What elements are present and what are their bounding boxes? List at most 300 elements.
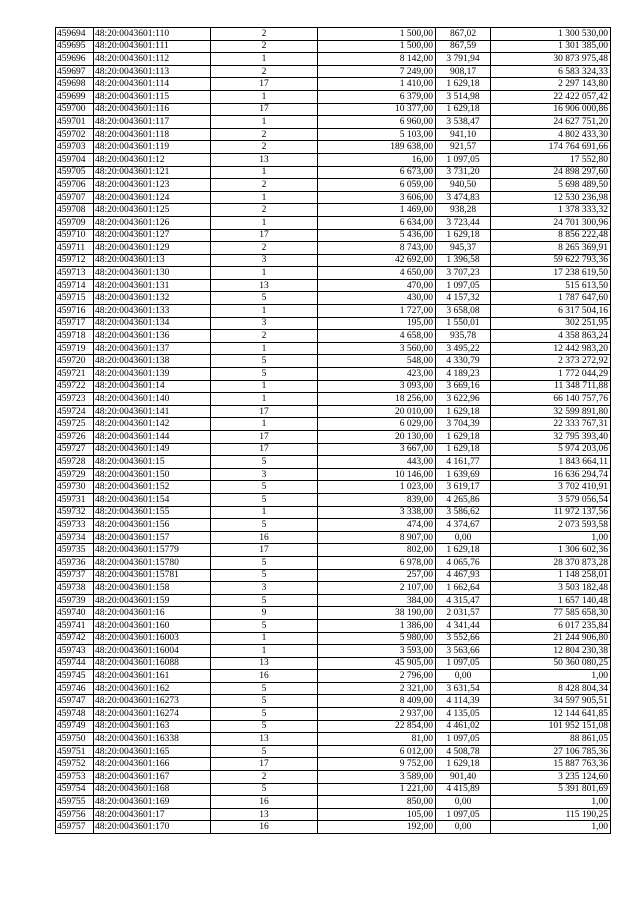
table-row: [56, 166, 611, 179]
cadastral-value-cell: 1,00: [491, 531, 611, 544]
table-row: [56, 771, 611, 784]
table-row: [56, 330, 611, 343]
rate-cell: 0,00: [436, 796, 491, 809]
cadastral-number-cell: 48:20:0043601:136: [94, 330, 211, 343]
row-id-cell: 459698: [56, 78, 94, 91]
cadastral-value-cell: 2 297 143,80: [491, 78, 611, 91]
row-id-cell: 459700: [56, 103, 94, 116]
category-cell: 17: [211, 229, 318, 242]
category-cell: 5: [211, 783, 318, 796]
rate-cell: 1 629,18: [436, 405, 491, 418]
row-id-cell: 459736: [56, 556, 94, 569]
table-row: [56, 103, 611, 116]
row-id-cell: 459718: [56, 330, 94, 343]
table-row: [56, 796, 611, 809]
category-cell: 17: [211, 443, 318, 456]
cadastral-value-cell: 2 373 272,92: [491, 355, 611, 368]
row-id-cell: 459732: [56, 506, 94, 519]
category-cell: 5: [211, 556, 318, 569]
area-cell: 45 905,00: [318, 657, 436, 670]
rate-cell: 3 723,44: [436, 216, 491, 229]
row-id-cell: 459744: [56, 657, 94, 670]
area-cell: 8 743,00: [318, 242, 436, 255]
table-row: [56, 342, 611, 355]
cadastral-number-cell: 48:20:0043601:168: [94, 783, 211, 796]
row-id-cell: 459721: [56, 368, 94, 381]
area-cell: 5 436,00: [318, 229, 436, 242]
category-cell: 1: [211, 116, 318, 129]
row-id-cell: 459707: [56, 191, 94, 204]
rate-cell: 1 097,05: [436, 153, 491, 166]
table-row: [56, 418, 611, 431]
row-id-cell: 459751: [56, 745, 94, 758]
cadastral-value-cell: 174 764 691,66: [491, 141, 611, 154]
area-cell: 8 907,00: [318, 531, 436, 544]
cadastral-value-cell: 2 073 593,58: [491, 519, 611, 532]
row-id-cell: 459695: [56, 40, 94, 53]
rate-cell: 1 662,64: [436, 582, 491, 595]
category-cell: 5: [211, 745, 318, 758]
area-cell: 42 692,00: [318, 254, 436, 267]
area-cell: 6 978,00: [318, 556, 436, 569]
row-id-cell: 459727: [56, 443, 94, 456]
table-row: [56, 481, 611, 494]
category-cell: 2: [211, 771, 318, 784]
cadastral-value-cell: 12 530 236,98: [491, 191, 611, 204]
area-cell: 38 190,00: [318, 607, 436, 620]
table-row: [56, 405, 611, 418]
cadastral-value-cell: 50 360 080,25: [491, 657, 611, 670]
table-row: [56, 267, 611, 280]
area-cell: 3 338,00: [318, 506, 436, 519]
cadastral-number-cell: 48:20:0043601:110: [94, 28, 211, 41]
cadastral-value-cell: 17 552,80: [491, 153, 611, 166]
rate-cell: 3 707,23: [436, 267, 491, 280]
cadastral-value-cell: 30 873 975,48: [491, 53, 611, 66]
cadastral-value-cell: 302 251,95: [491, 317, 611, 330]
rate-cell: 3 731,20: [436, 166, 491, 179]
row-id-cell: 459719: [56, 342, 94, 355]
row-id-cell: 459753: [56, 771, 94, 784]
cadastral-value-cell: 88 861,05: [491, 733, 611, 746]
rate-cell: 4 315,47: [436, 594, 491, 607]
cadastral-value-cell: 11 972 137,56: [491, 506, 611, 519]
cadastral-number-cell: 48:20:0043601:113: [94, 65, 211, 78]
table-row: [56, 305, 611, 318]
rate-cell: 4 189,23: [436, 368, 491, 381]
area-cell: 1 500,00: [318, 28, 436, 41]
cadastral-number-cell: 48:20:0043601:12: [94, 153, 211, 166]
cadastral-value-cell: 6 017 235,84: [491, 619, 611, 632]
table-row: [56, 695, 611, 708]
rate-cell: 3 495,22: [436, 342, 491, 355]
cadastral-value-cell: 4 358 863,24: [491, 330, 611, 343]
rate-cell: 0,00: [436, 670, 491, 683]
rate-cell: 908,17: [436, 65, 491, 78]
rate-cell: 1 097,05: [436, 808, 491, 821]
cadastral-value-cell: 17 238 619,50: [491, 267, 611, 280]
area-cell: 6 012,00: [318, 745, 436, 758]
cadastral-number-cell: 48:20:0043601:162: [94, 682, 211, 695]
cadastral-number-cell: 48:20:0043601:158: [94, 582, 211, 595]
rate-cell: 867,59: [436, 40, 491, 53]
category-cell: 17: [211, 544, 318, 557]
cadastral-value-cell: 5 391 801,69: [491, 783, 611, 796]
cadastral-number-cell: 48:20:0043601:159: [94, 594, 211, 607]
cadastral-value-cell: 34 597 905,51: [491, 695, 611, 708]
table-row: [56, 493, 611, 506]
row-id-cell: 459722: [56, 380, 94, 393]
cadastral-number-cell: 48:20:0043601:170: [94, 821, 211, 834]
rate-cell: 1 629,18: [436, 758, 491, 771]
cadastral-value-cell: 12 144 641,85: [491, 708, 611, 721]
rate-cell: 3 622,96: [436, 393, 491, 406]
table-row: [56, 179, 611, 192]
table-row: [56, 90, 611, 103]
cadastral-number-cell: 48:20:0043601:140: [94, 393, 211, 406]
table-row: [56, 191, 611, 204]
cadastral-number-cell: 48:20:0043601:16274: [94, 708, 211, 721]
row-id-cell: 459724: [56, 405, 94, 418]
cadastral-value-cell: 4 802 433,30: [491, 128, 611, 141]
row-id-cell: 459738: [56, 582, 94, 595]
table-row: [56, 708, 611, 721]
table-body: [56, 28, 611, 834]
area-cell: 20 010,00: [318, 405, 436, 418]
area-cell: 3 606,00: [318, 191, 436, 204]
table-row: [56, 531, 611, 544]
area-cell: 192,00: [318, 821, 436, 834]
area-cell: 81,00: [318, 733, 436, 746]
category-cell: 2: [211, 65, 318, 78]
row-id-cell: 459725: [56, 418, 94, 431]
cadastral-number-cell: 48:20:0043601:129: [94, 242, 211, 255]
category-cell: 1: [211, 191, 318, 204]
category-cell: 17: [211, 431, 318, 444]
cadastral-value-cell: 27 106 785,36: [491, 745, 611, 758]
rate-cell: 4 415,89: [436, 783, 491, 796]
rate-cell: 3 563,66: [436, 645, 491, 658]
cadastral-number-cell: 48:20:0043601:138: [94, 355, 211, 368]
cadastral-value-cell: 1 843 664,11: [491, 456, 611, 469]
table-row: [56, 758, 611, 771]
cadastral-number-cell: 48:20:0043601:149: [94, 443, 211, 456]
table-row: [56, 808, 611, 821]
category-cell: 2: [211, 40, 318, 53]
area-cell: 3 593,00: [318, 645, 436, 658]
rate-cell: 1 639,69: [436, 468, 491, 481]
rate-cell: 1 097,05: [436, 279, 491, 292]
table-row: [56, 670, 611, 683]
cadastral-number-cell: 48:20:0043601:15780: [94, 556, 211, 569]
row-id-cell: 459737: [56, 569, 94, 582]
row-id-cell: 459757: [56, 821, 94, 834]
area-cell: 5 103,00: [318, 128, 436, 141]
area-cell: 8 409,00: [318, 695, 436, 708]
cadastral-number-cell: 48:20:0043601:169: [94, 796, 211, 809]
table-row: [56, 607, 611, 620]
area-cell: 2 107,00: [318, 582, 436, 595]
category-cell: 5: [211, 594, 318, 607]
table-row: [56, 594, 611, 607]
cadastral-number-cell: 48:20:0043601:125: [94, 204, 211, 217]
category-cell: 9: [211, 607, 318, 620]
table-row: [56, 28, 611, 41]
area-cell: 850,00: [318, 796, 436, 809]
category-cell: 13: [211, 808, 318, 821]
row-id-cell: 459702: [56, 128, 94, 141]
cadastral-value-cell: 1 306 602,36: [491, 544, 611, 557]
area-cell: 470,00: [318, 279, 436, 292]
cadastral-number-cell: 48:20:0043601:156: [94, 519, 211, 532]
table-row: [56, 153, 611, 166]
cadastral-value-cell: 1 657 140,48: [491, 594, 611, 607]
cadastral-number-cell: 48:20:0043601:134: [94, 317, 211, 330]
table-row: [56, 292, 611, 305]
category-cell: 1: [211, 645, 318, 658]
table-row: [56, 556, 611, 569]
rate-cell: 4 341,44: [436, 619, 491, 632]
category-cell: 1: [211, 393, 318, 406]
cadastral-value-cell: 24 898 297,60: [491, 166, 611, 179]
row-id-cell: 459748: [56, 708, 94, 721]
cadastral-number-cell: 48:20:0043601:117: [94, 116, 211, 129]
rate-cell: 0,00: [436, 821, 491, 834]
rate-cell: 3 474,83: [436, 191, 491, 204]
area-cell: 1 727,00: [318, 305, 436, 318]
area-cell: 10 377,00: [318, 103, 436, 116]
row-id-cell: 459699: [56, 90, 94, 103]
table-row: [56, 116, 611, 129]
cadastral-value-cell: 15 887 763,36: [491, 758, 611, 771]
area-cell: 1 469,00: [318, 204, 436, 217]
cadastral-value-cell: 1,00: [491, 796, 611, 809]
rate-cell: 0,00: [436, 531, 491, 544]
category-cell: 5: [211, 619, 318, 632]
cadastral-value-cell: 1,00: [491, 821, 611, 834]
cadastral-number-cell: 48:20:0043601:126: [94, 216, 211, 229]
row-id-cell: 459733: [56, 519, 94, 532]
category-cell: 16: [211, 531, 318, 544]
cadastral-number-cell: 48:20:0043601:166: [94, 758, 211, 771]
row-id-cell: 459703: [56, 141, 94, 154]
area-cell: 423,00: [318, 368, 436, 381]
cadastral-number-cell: 48:20:0043601:116: [94, 103, 211, 116]
cadastral-number-cell: 48:20:0043601:14: [94, 380, 211, 393]
cadastral-number-cell: 48:20:0043601:16004: [94, 645, 211, 658]
category-cell: 1: [211, 506, 318, 519]
table-row: [56, 393, 611, 406]
row-id-cell: 459729: [56, 468, 94, 481]
area-cell: 7 249,00: [318, 65, 436, 78]
cadastral-value-cell: 32 795 393,40: [491, 431, 611, 444]
row-id-cell: 459697: [56, 65, 94, 78]
area-cell: 6 029,00: [318, 418, 436, 431]
area-cell: 6 960,00: [318, 116, 436, 129]
rate-cell: 1 550,01: [436, 317, 491, 330]
table-row: [56, 40, 611, 53]
area-cell: 2 937,00: [318, 708, 436, 721]
category-cell: 2: [211, 141, 318, 154]
table-row: [56, 443, 611, 456]
rate-cell: 940,50: [436, 179, 491, 192]
cadastral-number-cell: 48:20:0043601:133: [94, 305, 211, 318]
cadastral-number-cell: 48:20:0043601:123: [94, 179, 211, 192]
category-cell: 1: [211, 216, 318, 229]
cadastral-value-cell: 8 265 369,91: [491, 242, 611, 255]
table-row: [56, 456, 611, 469]
category-cell: 17: [211, 78, 318, 91]
row-id-cell: 459747: [56, 695, 94, 708]
cadastral-number-cell: 48:20:0043601:142: [94, 418, 211, 431]
category-cell: 1: [211, 90, 318, 103]
rate-cell: 3 514,98: [436, 90, 491, 103]
area-cell: 548,00: [318, 355, 436, 368]
cadastral-number-cell: 48:20:0043601:115: [94, 90, 211, 103]
row-id-cell: 459723: [56, 393, 94, 406]
table-row: [56, 619, 611, 632]
table-row: [56, 380, 611, 393]
table-row: [56, 821, 611, 834]
area-cell: 6 059,00: [318, 179, 436, 192]
category-cell: 5: [211, 292, 318, 305]
category-cell: 5: [211, 493, 318, 506]
cadastral-value-cell: 1,00: [491, 670, 611, 683]
rate-cell: 4 065,76: [436, 556, 491, 569]
table-row: [56, 317, 611, 330]
category-cell: 1: [211, 166, 318, 179]
category-cell: 3: [211, 468, 318, 481]
area-cell: 4 658,00: [318, 330, 436, 343]
row-id-cell: 459756: [56, 808, 94, 821]
table-row: [56, 431, 611, 444]
cadastral-number-cell: 48:20:0043601:13: [94, 254, 211, 267]
area-cell: 430,00: [318, 292, 436, 305]
cadastral-value-cell: 3 503 182,48: [491, 582, 611, 595]
category-cell: 16: [211, 796, 318, 809]
row-id-cell: 459701: [56, 116, 94, 129]
cadastral-value-cell: 12 804 230,38: [491, 645, 611, 658]
cadastral-value-cell: 3 235 124,60: [491, 771, 611, 784]
rate-cell: 3 586,62: [436, 506, 491, 519]
rate-cell: 4 508,78: [436, 745, 491, 758]
cadastral-number-cell: 48:20:0043601:141: [94, 405, 211, 418]
category-cell: 5: [211, 708, 318, 721]
table-row: [56, 632, 611, 645]
cadastral-value-cell: 515 613,50: [491, 279, 611, 292]
row-id-cell: 459731: [56, 493, 94, 506]
cadastral-value-cell: 3 702 410,91: [491, 481, 611, 494]
rate-cell: 4 161,77: [436, 456, 491, 469]
rate-cell: 3 552,66: [436, 632, 491, 645]
rate-cell: 1 629,18: [436, 544, 491, 557]
cadastral-number-cell: 48:20:0043601:144: [94, 431, 211, 444]
row-id-cell: 459715: [56, 292, 94, 305]
table-row: [56, 78, 611, 91]
rate-cell: 3 538,47: [436, 116, 491, 129]
row-id-cell: 459708: [56, 204, 94, 217]
category-cell: 3: [211, 582, 318, 595]
rate-cell: 1 396,58: [436, 254, 491, 267]
category-cell: 2: [211, 28, 318, 41]
area-cell: 2 321,00: [318, 682, 436, 695]
row-id-cell: 459713: [56, 267, 94, 280]
table-row: [56, 128, 611, 141]
rate-cell: 4 330,79: [436, 355, 491, 368]
cadastral-number-cell: 48:20:0043601:16: [94, 607, 211, 620]
rate-cell: 4 135,05: [436, 708, 491, 721]
cadastral-value-cell: 16 906 000,86: [491, 103, 611, 116]
rate-cell: 1 629,18: [436, 78, 491, 91]
table-row: [56, 544, 611, 557]
cadastral-number-cell: 48:20:0043601:131: [94, 279, 211, 292]
area-cell: 474,00: [318, 519, 436, 532]
table-row: [56, 204, 611, 217]
rate-cell: 1 097,05: [436, 657, 491, 670]
category-cell: 2: [211, 179, 318, 192]
row-id-cell: 459735: [56, 544, 94, 557]
row-id-cell: 459730: [56, 481, 94, 494]
cadastral-number-cell: 48:20:0043601:157: [94, 531, 211, 544]
cadastral-value-cell: 1 787 647,60: [491, 292, 611, 305]
row-id-cell: 459739: [56, 594, 94, 607]
cadastral-value-table: [55, 27, 611, 834]
cadastral-number-cell: 48:20:0043601:161: [94, 670, 211, 683]
rate-cell: 4 114,39: [436, 695, 491, 708]
area-cell: 6 673,00: [318, 166, 436, 179]
cadastral-number-cell: 48:20:0043601:130: [94, 267, 211, 280]
row-id-cell: 459745: [56, 670, 94, 683]
table-row: [56, 53, 611, 66]
row-id-cell: 459696: [56, 53, 94, 66]
category-cell: 1: [211, 632, 318, 645]
cadastral-value-cell: 3 579 056,54: [491, 493, 611, 506]
cadastral-value-cell: 115 190,25: [491, 808, 611, 821]
row-id-cell: 459710: [56, 229, 94, 242]
category-cell: 13: [211, 279, 318, 292]
category-cell: 5: [211, 569, 318, 582]
rate-cell: 4 157,32: [436, 292, 491, 305]
cadastral-number-cell: 48:20:0043601:15779: [94, 544, 211, 557]
category-cell: 5: [211, 695, 318, 708]
area-cell: 9 752,00: [318, 758, 436, 771]
row-id-cell: 459720: [56, 355, 94, 368]
rate-cell: 1 629,18: [436, 103, 491, 116]
row-id-cell: 459728: [56, 456, 94, 469]
rate-cell: 3 791,94: [436, 53, 491, 66]
cadastral-number-cell: 48:20:0043601:15: [94, 456, 211, 469]
table-row: [56, 141, 611, 154]
cadastral-value-cell: 6 583 324,33: [491, 65, 611, 78]
row-id-cell: 459741: [56, 619, 94, 632]
cadastral-value-cell: 1 300 530,00: [491, 28, 611, 41]
row-id-cell: 459726: [56, 431, 94, 444]
area-cell: 6 634,00: [318, 216, 436, 229]
table-row: [56, 645, 611, 658]
cadastral-number-cell: 48:20:0043601:121: [94, 166, 211, 179]
cadastral-number-cell: 48:20:0043601:167: [94, 771, 211, 784]
area-cell: 3 589,00: [318, 771, 436, 784]
cadastral-number-cell: 48:20:0043601:124: [94, 191, 211, 204]
row-id-cell: 459740: [56, 607, 94, 620]
cadastral-number-cell: 48:20:0043601:17: [94, 808, 211, 821]
cadastral-number-cell: 48:20:0043601:137: [94, 342, 211, 355]
area-cell: 3 560,00: [318, 342, 436, 355]
row-id-cell: 459755: [56, 796, 94, 809]
table-row: [56, 216, 611, 229]
row-id-cell: 459717: [56, 317, 94, 330]
cadastral-number-cell: 48:20:0043601:118: [94, 128, 211, 141]
